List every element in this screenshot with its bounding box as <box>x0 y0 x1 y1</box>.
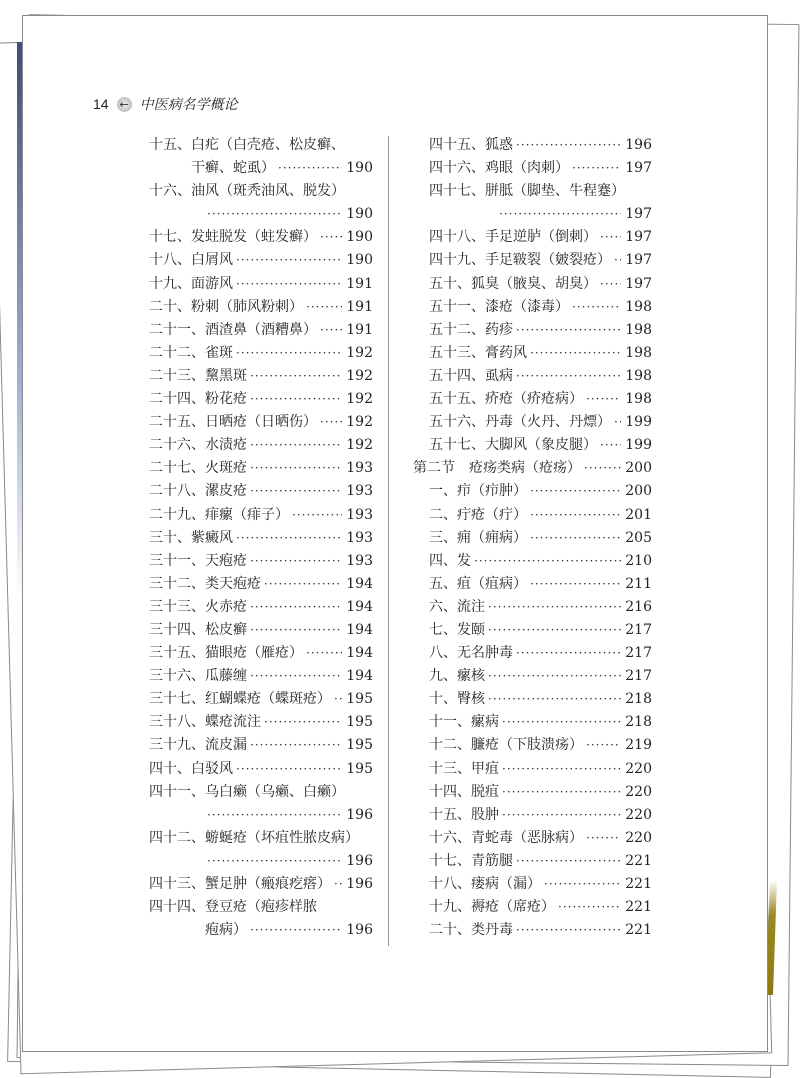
dot-leader <box>600 273 621 296</box>
dot-leader <box>502 758 621 781</box>
toc-page-number: 192 <box>346 414 373 431</box>
dot-leader <box>264 711 342 734</box>
toc-entry-title: 三十二、类天疱疮 <box>149 575 261 592</box>
left-arrow-circle-icon: ← <box>117 97 132 112</box>
dot-leader <box>250 550 342 573</box>
toc-page-number: 193 <box>346 483 373 500</box>
toc-page-number: 220 <box>625 783 652 800</box>
dot-leader <box>558 896 621 919</box>
dot-leader <box>586 827 621 850</box>
toc-page-number: 195 <box>346 691 373 708</box>
dot-leader <box>250 365 342 388</box>
dot-leader <box>586 388 621 411</box>
toc-entry <box>413 388 652 411</box>
toc-page-number: 194 <box>346 575 373 592</box>
dot-leader <box>488 596 621 619</box>
dot-leader <box>584 457 621 480</box>
dot-leader <box>488 665 621 688</box>
toc-entry-title: 八、无名肿毒 <box>429 645 513 662</box>
toc-entry-title: 五十七、大脚风（象皮腿） <box>429 437 597 454</box>
toc-entry <box>413 665 652 688</box>
toc-page-number: 198 <box>625 367 652 384</box>
dot-leader <box>306 642 342 665</box>
dot-leader <box>236 527 342 550</box>
toc-entry <box>413 226 652 249</box>
toc-entry <box>413 596 652 619</box>
dot-leader <box>236 273 342 296</box>
dot-leader <box>236 249 342 272</box>
toc-page-number: 198 <box>625 391 652 408</box>
toc-entry <box>413 180 652 203</box>
toc-page-number: 217 <box>625 645 652 662</box>
toc-page-number: 220 <box>625 760 652 777</box>
toc-page-number: 194 <box>346 645 373 662</box>
toc-entry <box>149 296 373 319</box>
toc-page-number: 218 <box>625 691 652 708</box>
toc-entry-title: 三十七、红蝴蝶疮（蝶斑疮） <box>149 691 331 708</box>
dot-leader <box>250 919 342 942</box>
toc-entry-title: 二十八、漯皮疮 <box>149 483 247 500</box>
dot-leader <box>250 596 342 619</box>
toc-entry-title: 二十四、粉花疮 <box>149 391 247 408</box>
dot-leader <box>572 157 621 180</box>
toc-entry-title: 五十五、疥疮（疥疮病） <box>429 391 583 408</box>
dot-leader <box>530 480 621 503</box>
dot-leader <box>236 758 342 781</box>
toc-entry <box>149 596 373 619</box>
toc-entry <box>413 273 652 296</box>
dot-leader <box>600 226 621 249</box>
toc-entry <box>413 157 652 180</box>
toc-entry-title: 四十四、登豆疮（疱疹样脓 <box>149 899 317 916</box>
toc-entry-title: 三十六、瓜藤缠 <box>149 668 247 685</box>
toc-entry-title: 六、流注 <box>429 598 485 615</box>
toc-entry <box>413 342 652 365</box>
dot-leader <box>530 527 621 550</box>
toc-page-number: 191 <box>346 298 373 315</box>
toc-page-number: 192 <box>346 344 373 361</box>
toc-entry <box>149 734 373 757</box>
toc-entry <box>413 896 652 919</box>
toc-entry <box>149 758 373 781</box>
toc-entry <box>149 457 373 480</box>
toc-entry-title: 十三、甲疽 <box>429 760 499 777</box>
toc-entry <box>149 504 373 527</box>
dot-leader <box>502 711 621 734</box>
toc-page-number: 216 <box>625 598 652 615</box>
toc-page-number: 200 <box>625 460 652 477</box>
toc-page-number: 196 <box>346 806 373 823</box>
dot-leader <box>614 411 621 434</box>
toc-page-number: 211 <box>625 575 652 592</box>
toc-entry <box>149 527 373 550</box>
toc-entry-title: 三十四、松皮癣 <box>149 621 247 638</box>
toc-entry <box>149 273 373 296</box>
toc-page-number: 193 <box>346 460 373 477</box>
toc-page-number: 190 <box>346 206 373 223</box>
toc-page-number: 193 <box>346 506 373 523</box>
dot-leader <box>530 573 621 596</box>
toc-page-number: 193 <box>346 529 373 546</box>
dot-leader <box>320 226 342 249</box>
dot-leader <box>530 342 621 365</box>
toc-page-number: 194 <box>346 668 373 685</box>
toc-entry <box>413 642 652 665</box>
toc-entry-title: 干癣、蛇虱） <box>191 160 275 177</box>
dot-leader <box>516 365 621 388</box>
dot-leader <box>207 203 342 226</box>
toc-entry-title: 五十一、漆疮（漆毒） <box>429 298 569 315</box>
toc-entry <box>413 411 652 434</box>
toc-page-number: 218 <box>625 714 652 731</box>
toc-section-heading <box>413 457 652 480</box>
toc-entry <box>149 919 373 942</box>
toc-page-number: 196 <box>346 852 373 869</box>
toc-page-number: 197 <box>625 206 652 223</box>
toc-entry-title: 四十六、鸡眼（肉刺） <box>429 160 569 177</box>
column-divider <box>388 136 389 946</box>
toc-entry <box>413 827 652 850</box>
dot-leader <box>207 804 342 827</box>
dot-leader <box>292 504 342 527</box>
toc-entry <box>413 711 652 734</box>
toc-entry-title: 二十三、黧黑斑 <box>149 367 247 384</box>
dot-leader <box>278 157 342 180</box>
toc-entry <box>149 203 373 226</box>
toc-entry-title: 第二节 疮疡类病（疮疡） <box>413 460 581 477</box>
toc-entry-title: 二十、粉刺（肺风粉刺） <box>149 298 303 315</box>
toc-page-number: 197 <box>625 229 652 246</box>
toc-page-number: 195 <box>346 714 373 731</box>
book-title: 中医病名学概论 <box>139 97 238 113</box>
toc-entry-title: 十四、脱疽 <box>429 783 499 800</box>
dot-leader <box>264 573 342 596</box>
toc-page-number: 201 <box>625 506 652 523</box>
toc-entry <box>413 550 652 573</box>
toc-entry <box>413 134 652 157</box>
toc-page-number: 199 <box>625 437 652 454</box>
toc-entry <box>413 504 652 527</box>
dot-leader <box>530 504 621 527</box>
toc-entry-title: 四十五、狐惑 <box>429 137 513 153</box>
dot-leader <box>250 388 342 411</box>
toc-entry <box>413 480 652 503</box>
toc-entry-title: 四十八、手足逆胪（倒刺） <box>429 229 597 246</box>
toc-page-number: 190 <box>346 229 373 246</box>
toc-entry <box>149 434 373 457</box>
toc-entry-title: 一、疖（疖肿） <box>429 483 527 500</box>
toc-page-number: 192 <box>346 391 373 408</box>
toc-page-number: 210 <box>625 552 652 569</box>
toc-entry <box>413 296 652 319</box>
dot-leader <box>334 873 342 896</box>
dot-leader <box>499 203 621 226</box>
toc-entry <box>413 919 652 942</box>
toc-entry-title: 四十一、乌白癞（乌癞、白癞） <box>149 783 345 800</box>
toc-entry <box>413 203 652 226</box>
toc-page-number: 192 <box>346 367 373 384</box>
toc-entry <box>149 411 373 434</box>
dot-leader <box>306 296 342 319</box>
toc-left-column <box>149 134 373 942</box>
toc-entry-title: 七、发颐 <box>429 621 485 638</box>
dot-leader <box>236 342 342 365</box>
toc-entry <box>413 434 652 457</box>
toc-page-number: 196 <box>625 137 652 153</box>
toc-entry-title: 四十七、胼胝（脚垫、牛程蹇） <box>429 183 625 200</box>
toc-page-number: 196 <box>346 922 373 939</box>
dot-leader <box>320 411 342 434</box>
toc-page-number: 221 <box>625 852 652 869</box>
dot-leader <box>502 804 621 827</box>
toc-entry <box>149 781 373 804</box>
toc-entry <box>413 365 652 388</box>
toc-entry-title: 二、疔疮（疔） <box>429 506 527 523</box>
dot-leader <box>516 850 621 873</box>
toc-entry-title: 五、疽（疽病） <box>429 575 527 592</box>
toc-entry <box>149 688 373 711</box>
toc-entry-title: 十八、瘘病（漏） <box>429 876 541 892</box>
toc-page-number: 217 <box>625 621 652 638</box>
toc-entry <box>149 157 373 180</box>
dot-leader <box>320 319 342 342</box>
toc-entry <box>149 642 373 665</box>
toc-page-number: 194 <box>346 598 373 615</box>
toc-entry-title: 二十五、日晒疮（日晒伤） <box>149 414 317 431</box>
toc-entry <box>413 850 652 873</box>
dot-leader <box>600 434 621 457</box>
toc-entry-title: 十七、发蛀脱发（蛀发癣） <box>149 229 317 246</box>
toc-entry <box>149 850 373 873</box>
toc-entry <box>149 619 373 642</box>
toc-page-number: 194 <box>346 621 373 638</box>
dot-leader <box>207 850 342 873</box>
toc-entry-title: 三十三、火赤疮 <box>149 598 247 615</box>
toc-entry-title: 四十二、蝣蜒疮（坏疽性脓皮病） <box>149 829 359 846</box>
toc-page-number: 191 <box>346 321 373 338</box>
toc-entry-title: 十八、白屑风 <box>149 252 233 269</box>
toc-page-number: 197 <box>625 252 652 269</box>
toc-page-number: 192 <box>346 437 373 454</box>
toc-entry <box>149 365 373 388</box>
dot-leader <box>488 688 621 711</box>
toc-page-number: 221 <box>625 922 652 939</box>
toc-entry <box>149 180 373 203</box>
dot-leader <box>614 249 621 272</box>
toc-entry <box>413 781 652 804</box>
dot-leader <box>516 319 621 342</box>
dot-leader <box>474 550 621 573</box>
toc-page-number: 199 <box>625 414 652 431</box>
dot-leader <box>334 688 342 711</box>
book-page <box>22 15 768 1052</box>
toc-page-number: 198 <box>625 298 652 315</box>
dot-leader <box>250 480 342 503</box>
toc-page-number: 198 <box>625 344 652 361</box>
toc-entry-title: 十六、油风（斑秃油风、脱发） <box>149 183 345 200</box>
toc-entry-title: 三、痈（痈病） <box>429 529 527 546</box>
toc-entry-title: 九、瘰核 <box>429 668 485 685</box>
toc-entry-title: 四十九、手足皲裂（皴裂疮） <box>429 252 611 269</box>
toc-entry-title: 二十九、痱瘰（痱子） <box>149 506 289 523</box>
dot-leader <box>516 134 621 157</box>
dot-leader <box>502 781 621 804</box>
toc-entry <box>149 827 373 850</box>
toc-page-number: 220 <box>625 806 652 823</box>
toc-page-number: 191 <box>346 275 373 292</box>
toc-entry <box>149 873 373 896</box>
toc-page-number: 193 <box>346 552 373 569</box>
toc-entry-title: 十、臀核 <box>429 691 485 708</box>
toc-page-number: 198 <box>625 321 652 338</box>
toc-entry-title: 二十、类丹毒 <box>429 922 513 939</box>
toc-entry <box>149 896 373 919</box>
dot-leader <box>516 642 621 665</box>
toc-page-number: 190 <box>346 252 373 269</box>
dot-leader <box>250 619 342 642</box>
toc-entry-title: 十九、面游风 <box>149 275 233 292</box>
toc-entry-title: 十七、青筋腿 <box>429 852 513 869</box>
dot-leader <box>488 619 621 642</box>
toc-page-number: 221 <box>625 876 652 892</box>
toc-page-number: 196 <box>346 876 373 892</box>
toc-entry <box>149 249 373 272</box>
toc-page-number: 197 <box>625 275 652 292</box>
toc-entry-title: 二十二、雀斑 <box>149 344 233 361</box>
dot-leader <box>250 457 342 480</box>
toc-entry-title: 三十、紫癜风 <box>149 529 233 546</box>
toc-entry-title: 十五、白疕（白壳疮、松皮癣、 <box>149 137 345 153</box>
dot-leader <box>250 434 342 457</box>
toc-entry-title: 三十九、流皮漏 <box>149 737 247 754</box>
toc-entry-title: 三十八、蝶疮流注 <box>149 714 261 731</box>
toc-entry <box>413 573 652 596</box>
toc-entry <box>149 342 373 365</box>
toc-entry-title: 十五、股肿 <box>429 806 499 823</box>
toc-page-number: 195 <box>346 737 373 754</box>
toc-entry-title: 四十、白驳风 <box>149 760 233 777</box>
toc-entry <box>413 619 652 642</box>
toc-entry <box>149 319 373 342</box>
dot-leader <box>544 873 621 896</box>
toc-entry-title: 十二、臁疮（下肢溃疡） <box>429 737 583 754</box>
toc-entry <box>149 665 373 688</box>
toc-entry <box>149 134 373 157</box>
toc-entry-title: 疱病） <box>205 922 247 939</box>
toc-entry-title: 五十二、药疹 <box>429 321 513 338</box>
toc-page-number: 220 <box>625 829 652 846</box>
toc-entry-title: 二十六、水渍疮 <box>149 437 247 454</box>
toc-entry <box>149 480 373 503</box>
dot-leader <box>586 734 621 757</box>
toc-entry-title: 十九、褥疮（席疮） <box>429 899 555 916</box>
toc-entry-title: 二十一、酒渣鼻（酒糟鼻） <box>149 321 317 338</box>
toc-entry <box>149 573 373 596</box>
toc-entry <box>413 758 652 781</box>
toc-page-number: 221 <box>625 899 652 916</box>
dot-leader <box>516 919 621 942</box>
toc-entry-title: 十一、瘰病 <box>429 714 499 731</box>
toc-page-number: 197 <box>625 160 652 177</box>
toc-page-number: 190 <box>346 160 373 177</box>
toc-entry-title: 三十五、猫眼疮（雁疮） <box>149 645 303 662</box>
page-number: 14 <box>93 96 109 112</box>
toc-entry-title: 五十六、丹毒（火丹、丹熛） <box>429 414 611 431</box>
toc-entry <box>413 734 652 757</box>
toc-page-number: 195 <box>346 760 373 777</box>
toc-entry <box>149 711 373 734</box>
toc-entry <box>149 388 373 411</box>
toc-entry <box>413 249 652 272</box>
toc-page-number: 200 <box>625 483 652 500</box>
toc-entry <box>413 527 652 550</box>
toc-right-column <box>413 134 652 942</box>
toc-entry-title: 三十一、天疱疮 <box>149 552 247 569</box>
toc-entry <box>149 804 373 827</box>
toc-page-number: 217 <box>625 668 652 685</box>
toc-entry <box>413 804 652 827</box>
toc-entry-title: 五十三、膏药风 <box>429 344 527 361</box>
dot-leader <box>250 734 342 757</box>
dot-leader <box>572 296 621 319</box>
toc-entry <box>149 226 373 249</box>
toc-entry <box>149 550 373 573</box>
toc-entry <box>413 688 652 711</box>
toc-page-number: 205 <box>625 529 652 546</box>
toc-page-number: 219 <box>625 737 652 754</box>
dot-leader <box>250 665 342 688</box>
toc-entry-title: 五十四、虱病 <box>429 367 513 384</box>
toc-entry-title: 十六、青蛇毒（恶脉病） <box>429 829 583 846</box>
toc-entry <box>413 873 652 896</box>
toc-entry-title: 五十、狐臭（腋臭、胡臭） <box>429 275 597 292</box>
toc-entry <box>413 319 652 342</box>
toc-entry-title: 四十三、蟹足肿（瘢痕疙瘩） <box>149 876 331 892</box>
toc-entry-title: 二十七、火斑疮 <box>149 460 247 477</box>
running-header <box>93 94 238 114</box>
toc-entry-title: 四、发 <box>429 552 471 569</box>
